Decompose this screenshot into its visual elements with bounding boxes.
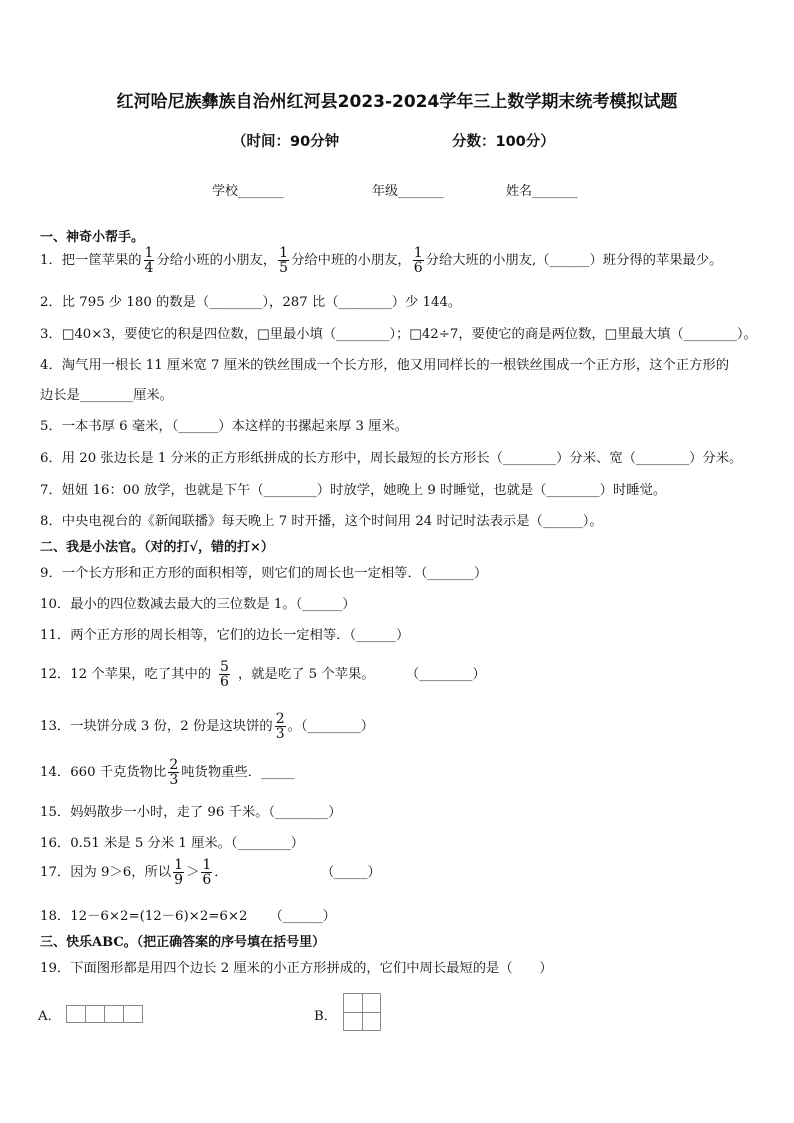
fraction-1-6: $\frac{1}{6}$ bbox=[413, 245, 423, 276]
question-15: 15．妈妈散步一小时，走了 96 千米。（________） bbox=[40, 805, 342, 820]
question-1: 1．把一筐苹果的 $\frac{1}{4}$ 分给小班的小朋友， $\frac{1}{5}$ 分给中班的小朋友， $\frac{1}{6}$ 分给大班的小朋友,（______）班分得的苹果最少。 bbox=[40, 245, 723, 276]
question-14: 14．660 千克货物比 $\frac{2}{3}$ 吨货物重些．_____ bbox=[40, 757, 295, 788]
question-5: 5．一本书厚 6 毫米，（______）本这样的书摞起来厚 3 厘米。 bbox=[40, 419, 409, 434]
question-3: 3．□40×3，要使它的积是四位数，□里最小填（________）；□42÷7，要使它的商是两位数，□里最大填（________）。 bbox=[40, 327, 757, 342]
fraction-1-5: $\frac{1}{5}$ bbox=[279, 245, 289, 276]
option-b-label[interactable]: B． bbox=[314, 1009, 338, 1024]
fraction-1-4: $\frac{1}{4}$ bbox=[144, 245, 154, 276]
option-b-figure bbox=[343, 993, 381, 1031]
option-a-label[interactable]: A． bbox=[38, 1009, 61, 1024]
section-2-heading: 二、我是小法官。（对的打√，错的打×） bbox=[40, 540, 274, 555]
fraction-1-6-b: $\frac{1}{6}$ bbox=[202, 857, 212, 888]
section-1-heading: 一、神奇小帮手。 bbox=[40, 230, 145, 245]
question-8: 8．中央电视台的《新闻联播》每天晚上 7 时开播，这个时间用 24 时记时法表示是（______）。 bbox=[40, 514, 603, 529]
option-a-figure bbox=[66, 1005, 143, 1023]
fraction-1-9: $\frac{1}{9}$ bbox=[174, 857, 184, 888]
question-13: 13．一块饼分成 3 份，2 份是这块饼的 $\frac{2}{3}$ 。（________） bbox=[40, 711, 375, 742]
section-3-heading: 三、快乐ABC。（把正确答案的序号填在括号里） bbox=[40, 935, 326, 950]
fraction-2-3-ton: $\frac{2}{3}$ bbox=[169, 757, 179, 788]
question-11: 11．两个正方形的周长相等，它们的边长一定相等．（______） bbox=[40, 628, 410, 643]
school-field[interactable]: 学校_______ bbox=[212, 184, 284, 199]
question-7: 7．妞妞 16：00 放学，也就是下午（________）时放学，她晚上 9 时睡觉，也就是（________）时睡觉。 bbox=[40, 483, 667, 498]
fraction-5-6: $\frac{5}{6}$ bbox=[220, 659, 229, 690]
question-4-line1: 4．淘气用一根长 11 厘米宽 7 厘米的铁丝围成一个长方形，他又用同样长的一根铁丝围成一个正方形，这个正方形的 bbox=[40, 358, 729, 373]
question-16: 16．0.51 米是 5 分米 1 厘米。（________） bbox=[40, 836, 305, 851]
question-18: 18．12－6×2=(12－6)×2=6×2 （______） bbox=[40, 909, 336, 924]
fraction-2-3: $\frac{2}{3}$ bbox=[275, 711, 285, 742]
grade-field[interactable]: 年级_______ bbox=[372, 184, 444, 199]
question-12: 12．12 个苹果，吃了其中的 $\frac{5}{6}$ ，就是吃了 5 个苹果。 （________） bbox=[40, 659, 486, 690]
exam-title: 红河哈尼族彝族自治州红河县2023-2024学年三上数学期末统考模拟试题 bbox=[116, 92, 678, 112]
question-2: 2．比 795 少 180 的数是（________），287 比（________）少 144。 bbox=[40, 295, 462, 310]
question-4-line2: 边长是________厘米。 bbox=[40, 388, 173, 403]
name-field[interactable]: 姓名_______ bbox=[506, 184, 578, 199]
question-6: 6．用 20 张边长是 1 分米的正方形纸拼成的长方形中，周长最短的长方形长（________）分米、宽（________）分米。 bbox=[40, 451, 743, 466]
question-10: 10．最小的四位数减去最大的三位数是 1。（______） bbox=[40, 597, 356, 612]
time-limit: （时间：90分钟 bbox=[232, 134, 340, 150]
question-19: 19．下面图形都是用四个边长 2 厘米的小正方形拼成的，它们中周长最短的是（ ） bbox=[40, 961, 553, 976]
question-9: 9．一个长方形和正方形的面积相等，则它们的周长也一定相等．（_______） bbox=[40, 566, 488, 581]
question-17: 17．因为 9＞6，所以 $\frac{1}{9}$ ＞ $\frac{1}{6}$ ． （_____） bbox=[40, 857, 381, 888]
total-score: 分数：100分） bbox=[452, 134, 555, 150]
